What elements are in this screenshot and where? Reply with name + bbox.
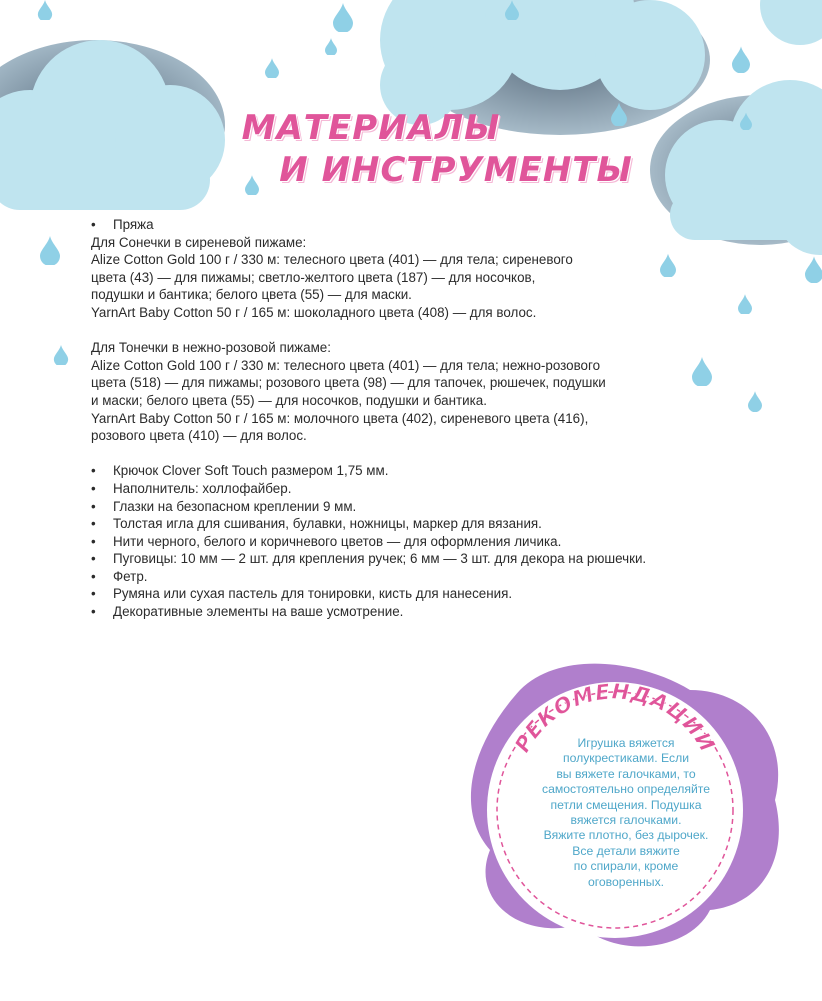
list-item-text: Румяна или сухая пастель для тонировки, кисть для нанесения. xyxy=(113,586,513,602)
tool-item xyxy=(91,515,731,533)
tool-item xyxy=(91,603,731,621)
list-item-text: Наполнитель: холлофайбер. xyxy=(113,480,292,496)
tool-item xyxy=(91,480,731,498)
bullet: • xyxy=(91,551,96,567)
yarn-line: розового цвета (410) — для волос. xyxy=(91,428,307,444)
yarn-line: Для Сонечки в сиреневой пижаме: xyxy=(91,234,307,250)
bullet: • xyxy=(91,516,96,532)
tools-list xyxy=(91,462,731,620)
recommendation-line: полукрестиками. Если xyxy=(562,751,690,766)
page-title-line1: МАТЕРИАЛЫ xyxy=(241,108,501,148)
yarn-heading xyxy=(91,216,731,234)
tool-item xyxy=(91,533,731,551)
yarn-line: Alize Cotton Gold 100 г / 330 м: телесного цвета (401) — для тела; сиреневого xyxy=(91,252,573,268)
yarn-line: YarnArt Baby Cotton 50 г / 165 м: молочного цвета (402), сиреневого цвета (416), xyxy=(91,410,589,426)
list-item-text: Крючок Clover Soft Touch размером 1,75 мм. xyxy=(113,463,389,479)
list-item-text: Фетр. xyxy=(113,568,148,584)
materials-list xyxy=(91,216,731,621)
list-item-text: Толстая игла для сшивания, булавки, ножницы, маркер для вязания. xyxy=(113,516,542,532)
recommendation-line: оговоренных. xyxy=(587,874,665,889)
list-item-text: Глазки на безопасном креплении 9 мм. xyxy=(113,498,357,514)
tool-item xyxy=(91,568,731,586)
recommendation-title-text: РЕКОМЕНДАЦИИ xyxy=(510,679,720,757)
page-title-line2: И ИНСТРУМЕНТЫ xyxy=(279,150,633,190)
tool-item xyxy=(91,462,731,480)
tool-item xyxy=(91,550,731,568)
recommendation-line: Вяжите плотно, без дырочек. xyxy=(543,828,709,843)
tool-item xyxy=(91,585,731,603)
bullet: • xyxy=(91,568,96,584)
list-item-text: Декоративные элементы на ваше усмотрение. xyxy=(113,604,404,620)
list-item-text: Нити черного, белого и коричневого цветов — для оформления личика. xyxy=(113,533,562,549)
recommendation-line: петли смещения. Подушка xyxy=(550,797,702,812)
recommendation-line: самостоятельно определяйте xyxy=(541,782,710,797)
bullet: • xyxy=(91,498,96,514)
bullet: • xyxy=(91,463,96,479)
yarn-line: и маски; белого цвета (55) — для носочков, подушки и бантика. xyxy=(91,392,487,408)
bullet: • xyxy=(91,586,96,602)
recommendation-line: Игрушка вяжется xyxy=(577,736,675,750)
yarn-line: YarnArt Baby Cotton 50 г / 165 м: шоколадного цвета (408) — для волос. xyxy=(91,304,537,320)
yarn-group-tonechka xyxy=(91,339,731,445)
yarn-group-sonechka xyxy=(91,234,731,322)
recommendation-text xyxy=(530,736,722,890)
bullet: • xyxy=(91,604,96,620)
yarn-line: Для Тонечки в нежно-розовой пижаме: xyxy=(91,340,331,356)
tool-item xyxy=(91,498,731,516)
yarn-line: цвета (43) — для пижамы; светло-желтого цвета (187) — для носочков, xyxy=(91,269,536,285)
bullet: • xyxy=(91,533,96,549)
bullet: • xyxy=(91,480,96,496)
yarn-line: подушки и бантика; белого цвета (55) — для маски. xyxy=(91,287,412,303)
bullet: • xyxy=(91,217,96,232)
yarn-line: Alize Cotton Gold 100 г / 330 м: телесного цвета (401) — для тела; нежно-розового xyxy=(91,357,601,373)
recommendation-line: Все детали вяжите xyxy=(572,843,680,858)
list-item-text: Пуговицы: 10 мм — 2 шт. для крепления ручек; 6 мм — 3 шт. для декора на рюшечки. xyxy=(113,551,647,567)
recommendation-line: вяжется галочками. xyxy=(570,813,682,828)
yarn-line: цвета (518) — для пижамы; розового цвета (98) — для тапочек, рюшечек, подушки xyxy=(91,375,606,391)
recommendation-line: по спирали, кроме xyxy=(573,859,679,874)
yarn-heading-text: Пряжа xyxy=(113,217,154,232)
recommendation-line: вы вяжете галочками, то xyxy=(556,766,696,781)
